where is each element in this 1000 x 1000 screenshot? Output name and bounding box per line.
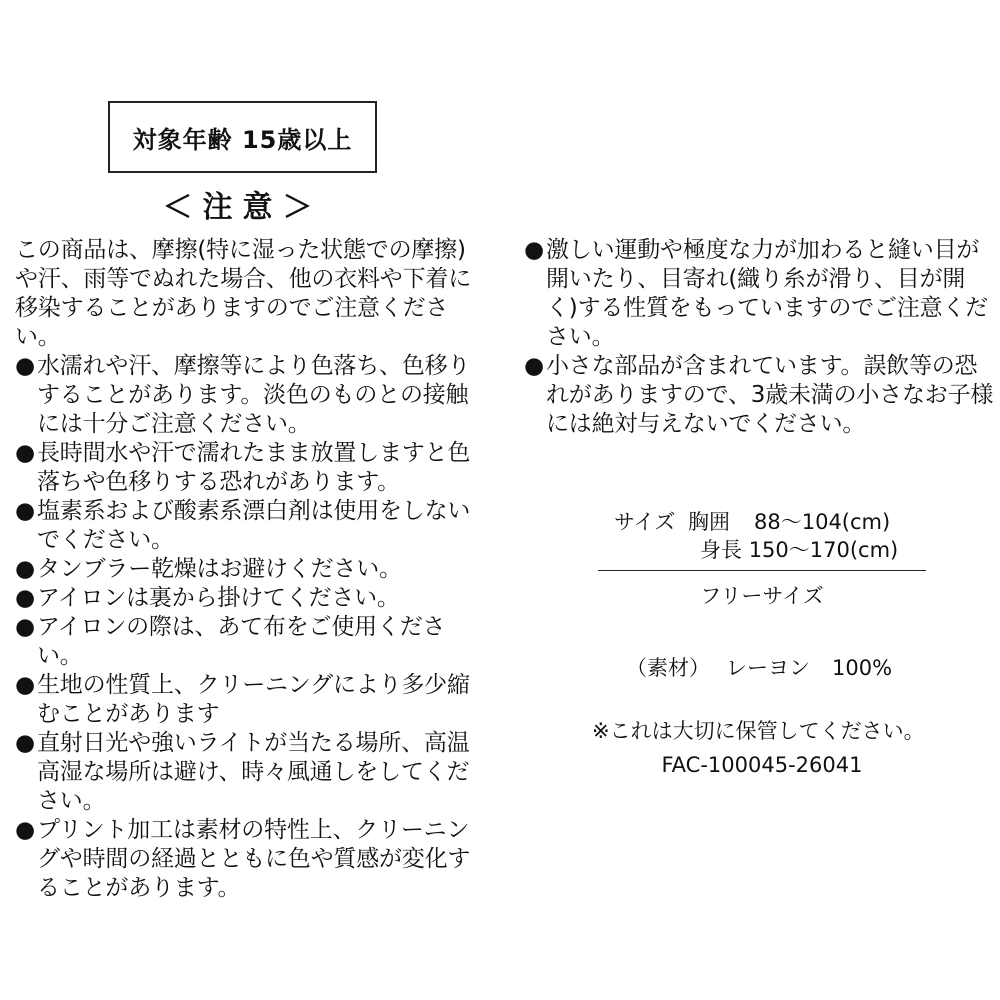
height-value: 150〜170(cm): [748, 538, 899, 562]
keep-note: ※これは大切に保管してください。: [592, 719, 925, 743]
caution-item: [15, 555, 485, 584]
caution-item-text: 生地の性質上、クリーニングにより多少縮むことがあります: [37, 672, 470, 727]
caution-item-text: アイロンは裏から掛けてください。: [37, 585, 400, 611]
bullet-icon: ●: [524, 353, 544, 379]
bullet-icon: ●: [15, 440, 35, 466]
caution-item-text: 長時間水や汗で濡れたまま放置しますと色落ちや色移りする恐れがあります。: [37, 440, 471, 495]
caution-item: [15, 816, 485, 903]
bullet-icon: ●: [15, 614, 35, 640]
bullet-icon: ●: [15, 730, 35, 756]
caution-item: [15, 613, 485, 671]
free-size-label: フリーサイズ: [700, 584, 824, 608]
caution-item: [524, 236, 994, 352]
bullet-icon: ●: [524, 237, 544, 263]
material-name: レーヨン: [726, 656, 810, 680]
bullet-icon: ●: [15, 817, 35, 843]
caution-item: [15, 439, 485, 497]
caution-item: [15, 671, 485, 729]
height-label: 身長: [700, 538, 742, 562]
caution-left-column: [15, 236, 485, 903]
material-row: [626, 654, 892, 682]
size-label: サイズ: [614, 510, 676, 534]
size-divider: [598, 570, 926, 571]
caution-item-text: 小さな部品が含まれています。誤飲等の恐れがありますので、3歳未満の小さなお子様には絶対与えないでください。: [546, 353, 994, 437]
caution-item-text: 激しい運動や極度な力が加わると縫い目が開いたり、目寄れ(織り糸が滑り、目が開く)する性質をもっていますのでご注意ください。: [546, 237, 988, 350]
material-percent: 100%: [832, 656, 893, 680]
bullet-icon: ●: [15, 672, 35, 698]
bullet-icon: ●: [15, 353, 35, 379]
caution-item: [15, 352, 485, 439]
size-row-height: [700, 536, 898, 564]
chest-value: 88〜104(cm): [754, 510, 891, 534]
age-rating-label: 対象年齢 15歳以上: [132, 125, 353, 154]
caution-right-column: [524, 236, 994, 439]
caution-item-text: 直射日光や強いライトが当たる場所、高温高湿な場所は避け、時々風通しをしてください。: [37, 730, 470, 814]
caution-item-text: プリント加工は素材の特性上、クリーニングや時間の経過とともに色や質感が変化することがあります。: [37, 817, 471, 901]
caution-item: [15, 729, 485, 816]
material-label: （素材）: [626, 656, 710, 680]
caution-item-text: アイロンの際は、あて布をご使用ください。: [37, 614, 446, 669]
caution-right-list: [524, 236, 994, 439]
size-row-chest: [614, 508, 890, 536]
caution-intro: この商品は、摩擦(特に湿った状態での摩擦)や汗、雨等でぬれた場合、他の衣料や下着に移染することがありますのでご注意ください。: [15, 237, 472, 350]
product-code: FAC-100045-26041: [661, 753, 863, 777]
caution-item-text: 塩素系および酸素系漂白剤は使用をしないでください。: [37, 498, 471, 553]
bullet-icon: ●: [15, 556, 35, 582]
age-rating-box: [108, 101, 377, 173]
bullet-icon: ●: [15, 585, 35, 611]
caution-item-text: タンブラー乾燥はお避けください。: [37, 556, 402, 582]
caution-item-text: 水濡れや汗、摩擦等により色落ち、色移りすることがあります。淡色のものとの接触には十分ご注意ください。: [37, 353, 471, 437]
bullet-icon: ●: [15, 498, 35, 524]
chest-label: 胸囲: [688, 510, 730, 534]
caution-item: [15, 497, 485, 555]
caution-left-list: [15, 352, 485, 903]
caution-item: [524, 352, 994, 439]
caution-title: ＜注意＞: [162, 190, 323, 225]
caution-item: [15, 584, 485, 613]
